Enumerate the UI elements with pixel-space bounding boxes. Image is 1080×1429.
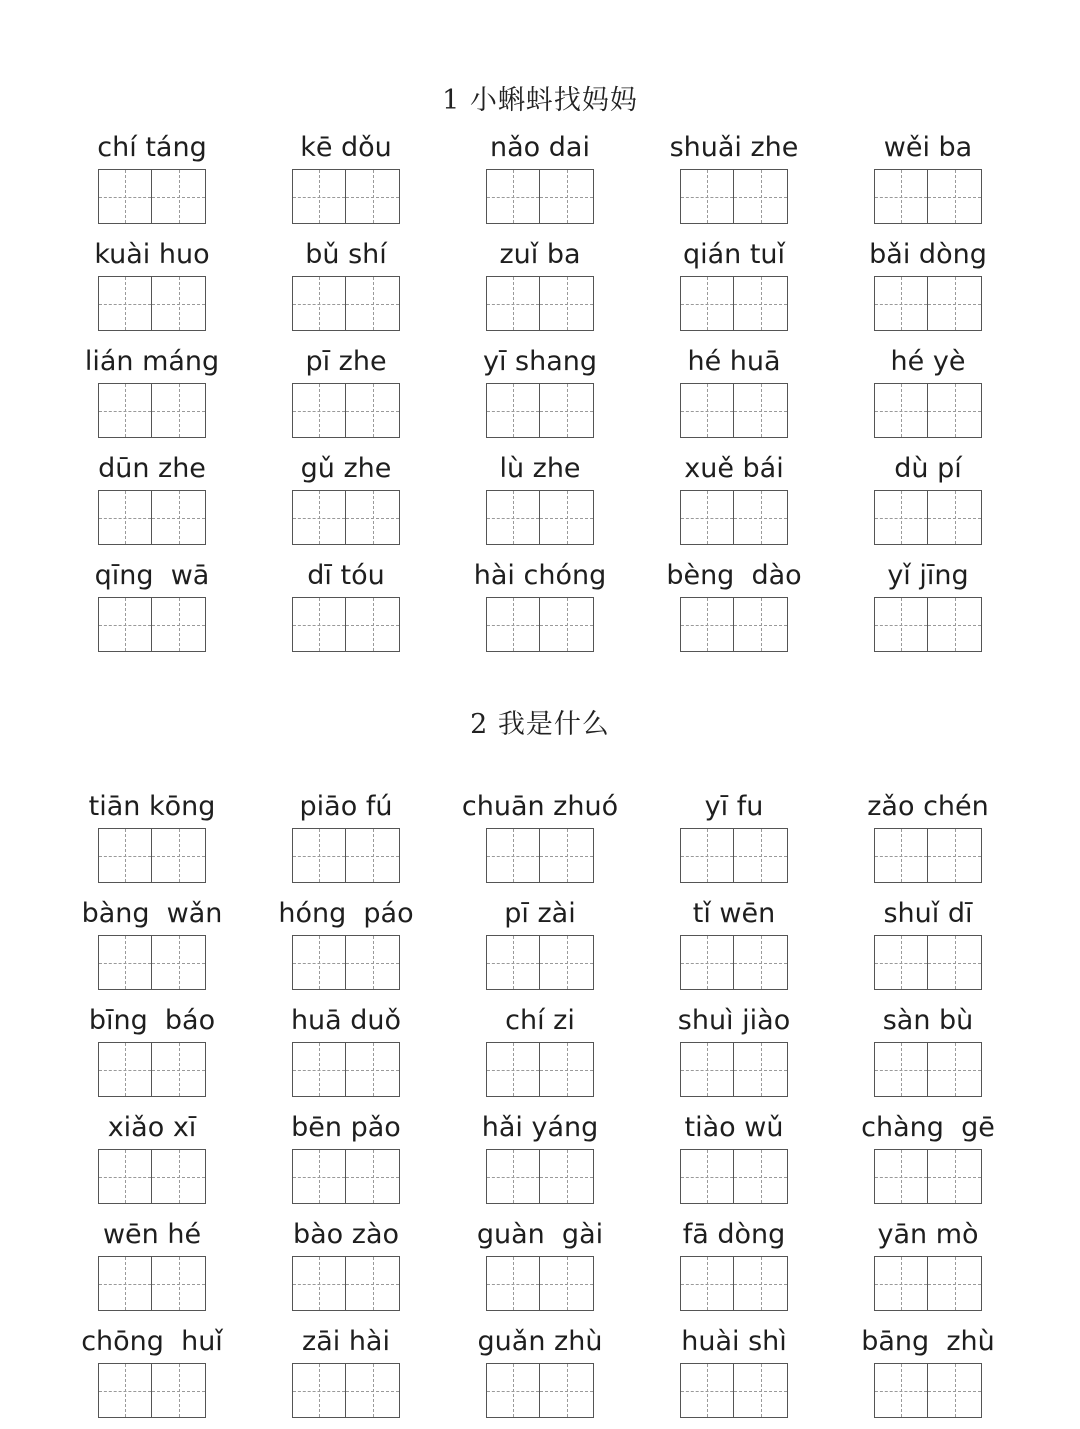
word-cell: [249, 894, 443, 1001]
tianzi-box[interactable]: [292, 935, 346, 990]
pinyin-label: hóng páo: [278, 898, 414, 929]
tianzi-box[interactable]: [680, 935, 734, 990]
word-cell: [55, 1215, 249, 1322]
pinyin-label: bǔ shí: [305, 239, 387, 270]
pinyin-label: qīng wā: [94, 560, 210, 591]
tianzi-box[interactable]: [152, 1149, 206, 1204]
word-cell: [55, 556, 249, 663]
writing-boxes: [874, 597, 982, 652]
word-cell: [249, 128, 443, 235]
word-row: [55, 556, 1025, 663]
tianzi-box[interactable]: [98, 597, 152, 652]
writing-boxes: [292, 935, 400, 990]
tianzi-box[interactable]: [346, 383, 400, 438]
tianzi-box[interactable]: [486, 597, 540, 652]
writing-boxes: [874, 490, 982, 545]
word-cell: [831, 128, 1025, 235]
word-cell: [249, 787, 443, 894]
word-cell: [443, 128, 637, 235]
tianzi-box[interactable]: [292, 597, 346, 652]
tianzi-box[interactable]: [486, 169, 540, 224]
tianzi-box[interactable]: [734, 828, 788, 883]
tianzi-box[interactable]: [680, 383, 734, 438]
pinyin-label: kē dǒu: [300, 132, 392, 163]
tianzi-box[interactable]: [152, 597, 206, 652]
tianzi-box[interactable]: [486, 276, 540, 331]
writing-boxes: [874, 276, 982, 331]
word-cell: [831, 1215, 1025, 1322]
word-row: [55, 235, 1025, 342]
tianzi-box[interactable]: [928, 276, 982, 331]
tianzi-box[interactable]: [734, 935, 788, 990]
pinyin-label: yī fu: [704, 791, 764, 822]
tianzi-box[interactable]: [346, 597, 400, 652]
tianzi-box[interactable]: [874, 828, 928, 883]
word-cell: [55, 1322, 249, 1429]
pinyin-label: pī zài: [504, 898, 576, 929]
tianzi-box[interactable]: [540, 597, 594, 652]
word-cell: [443, 787, 637, 894]
tianzi-box[interactable]: [98, 1363, 152, 1418]
word-cell: [637, 235, 831, 342]
tianzi-box[interactable]: [734, 383, 788, 438]
tianzi-box[interactable]: [540, 1256, 594, 1311]
pinyin-label: bào zào: [292, 1219, 400, 1250]
writing-boxes: [680, 1256, 788, 1311]
tianzi-box[interactable]: [346, 169, 400, 224]
word-cell: [55, 894, 249, 1001]
pinyin-label: chí zi: [505, 1005, 575, 1036]
pinyin-label: tiào wǔ: [684, 1112, 784, 1143]
tianzi-box[interactable]: [486, 1363, 540, 1418]
pinyin-label: shuì jiào: [677, 1005, 791, 1036]
writing-boxes: [98, 935, 206, 990]
pinyin-label: yī shang: [482, 346, 598, 377]
pinyin-label: nǎo dai: [490, 132, 590, 163]
tianzi-box[interactable]: [874, 1256, 928, 1311]
tianzi-box[interactable]: [928, 828, 982, 883]
writing-boxes: [486, 935, 594, 990]
writing-boxes: [486, 597, 594, 652]
word-cell: [249, 342, 443, 449]
tianzi-box[interactable]: [540, 276, 594, 331]
word-row: [55, 1215, 1025, 1322]
word-cell: [443, 556, 637, 663]
word-cell: [249, 235, 443, 342]
word-cell: [55, 235, 249, 342]
tianzi-box[interactable]: [152, 383, 206, 438]
writing-boxes: [98, 1363, 206, 1418]
tianzi-box[interactable]: [734, 1042, 788, 1097]
tianzi-box[interactable]: [928, 1256, 982, 1311]
writing-boxes: [486, 828, 594, 883]
pinyin-label: tǐ wēn: [692, 898, 776, 929]
tianzi-box[interactable]: [928, 1149, 982, 1204]
word-cell: [55, 787, 249, 894]
tianzi-box[interactable]: [98, 828, 152, 883]
word-row: [55, 1108, 1025, 1215]
tianzi-box[interactable]: [680, 1042, 734, 1097]
writing-boxes: [874, 1042, 982, 1097]
tianzi-box[interactable]: [486, 1149, 540, 1204]
writing-boxes: [680, 276, 788, 331]
writing-boxes: [680, 935, 788, 990]
writing-boxes: [98, 1256, 206, 1311]
tianzi-box[interactable]: [540, 1149, 594, 1204]
pinyin-label: yǐ jīng: [887, 560, 969, 591]
tianzi-box[interactable]: [540, 383, 594, 438]
pinyin-label: kuài huo: [94, 239, 210, 270]
pinyin-label: chàng gē: [861, 1112, 995, 1143]
writing-boxes: [486, 1149, 594, 1204]
pinyin-label: bāng zhù: [861, 1326, 995, 1357]
tianzi-box[interactable]: [486, 490, 540, 545]
tianzi-box[interactable]: [874, 935, 928, 990]
pinyin-label: xiǎo xī: [107, 1112, 197, 1143]
tianzi-box[interactable]: [98, 1256, 152, 1311]
writing-boxes: [874, 828, 982, 883]
tianzi-box[interactable]: [540, 490, 594, 545]
word-cell: [637, 1001, 831, 1108]
word-cell: [443, 894, 637, 1001]
tianzi-box[interactable]: [346, 935, 400, 990]
writing-boxes: [680, 490, 788, 545]
tianzi-box[interactable]: [486, 1042, 540, 1097]
tianzi-box[interactable]: [680, 276, 734, 331]
tianzi-box[interactable]: [874, 169, 928, 224]
tianzi-box[interactable]: [346, 828, 400, 883]
tianzi-box[interactable]: [98, 935, 152, 990]
pinyin-label: gǔ zhe: [300, 453, 392, 484]
section-title: 2 我是什么: [470, 709, 610, 740]
tianzi-box[interactable]: [928, 169, 982, 224]
tianzi-box[interactable]: [928, 935, 982, 990]
pinyin-label: shuǐ dī: [883, 898, 973, 929]
tianzi-box[interactable]: [152, 935, 206, 990]
pinyin-label: zuǐ ba: [499, 239, 581, 270]
writing-boxes: [98, 828, 206, 883]
word-cell: [831, 235, 1025, 342]
writing-boxes: [292, 1256, 400, 1311]
word-cell: [443, 1215, 637, 1322]
tianzi-box[interactable]: [540, 1042, 594, 1097]
tianzi-box[interactable]: [486, 1256, 540, 1311]
tianzi-box[interactable]: [734, 1256, 788, 1311]
tianzi-box[interactable]: [486, 383, 540, 438]
word-cell: [443, 449, 637, 556]
pinyin-label: bīng báo: [88, 1005, 216, 1036]
pinyin-label: piāo fú: [299, 791, 393, 822]
writing-boxes: [98, 597, 206, 652]
tianzi-box[interactable]: [540, 169, 594, 224]
word-cell: [831, 556, 1025, 663]
tianzi-box[interactable]: [292, 169, 346, 224]
word-cell: [637, 894, 831, 1001]
writing-boxes: [486, 490, 594, 545]
writing-boxes: [874, 169, 982, 224]
writing-boxes: [292, 1363, 400, 1418]
word-cell: [637, 128, 831, 235]
pinyin-label: pī zhe: [305, 346, 387, 377]
word-cell: [55, 342, 249, 449]
tianzi-box[interactable]: [152, 1363, 206, 1418]
word-grid: [55, 787, 1025, 1429]
pinyin-label: hài chóng: [473, 560, 607, 591]
word-cell: [249, 1108, 443, 1215]
tianzi-box[interactable]: [928, 1363, 982, 1418]
tianzi-box[interactable]: [928, 490, 982, 545]
word-cell: [831, 449, 1025, 556]
tianzi-box[interactable]: [680, 828, 734, 883]
word-cell: [831, 1001, 1025, 1108]
tianzi-box[interactable]: [540, 935, 594, 990]
word-grid: [55, 128, 1025, 663]
word-cell: [443, 1322, 637, 1429]
pinyin-label: huā duǒ: [290, 1005, 402, 1036]
pinyin-label: lù zhe: [499, 453, 581, 484]
tianzi-box[interactable]: [928, 597, 982, 652]
word-cell: [443, 1001, 637, 1108]
word-row: [55, 1001, 1025, 1108]
tianzi-box[interactable]: [98, 1042, 152, 1097]
writing-boxes: [98, 1149, 206, 1204]
pinyin-label: sàn bù: [882, 1005, 974, 1036]
writing-boxes: [874, 1149, 982, 1204]
tianzi-box[interactable]: [734, 169, 788, 224]
pinyin-label: dī tóu: [307, 560, 385, 591]
tianzi-box[interactable]: [874, 1149, 928, 1204]
pinyin-label: chuān zhuó: [461, 791, 619, 822]
word-cell: [637, 1322, 831, 1429]
tianzi-box[interactable]: [292, 828, 346, 883]
pinyin-label: chōng huǐ: [81, 1326, 223, 1357]
tianzi-box[interactable]: [486, 828, 540, 883]
tianzi-box[interactable]: [874, 1363, 928, 1418]
word-cell: [831, 1322, 1025, 1429]
tianzi-box[interactable]: [98, 1149, 152, 1204]
tianzi-box[interactable]: [734, 1363, 788, 1418]
tianzi-box[interactable]: [98, 169, 152, 224]
word-cell: [831, 894, 1025, 1001]
word-cell: [249, 1322, 443, 1429]
writing-boxes: [98, 490, 206, 545]
pinyin-label: shuǎi zhe: [669, 132, 799, 163]
word-cell: [637, 342, 831, 449]
word-cell: [249, 449, 443, 556]
writing-boxes: [486, 383, 594, 438]
word-cell: [637, 449, 831, 556]
word-cell: [249, 1215, 443, 1322]
pinyin-label: tiān kōng: [88, 791, 216, 822]
tianzi-box[interactable]: [874, 597, 928, 652]
tianzi-box[interactable]: [152, 276, 206, 331]
tianzi-box[interactable]: [292, 276, 346, 331]
pinyin-label: qián tuǐ: [682, 239, 786, 270]
section-title: 1 小蝌蚪找妈妈: [442, 85, 638, 116]
pinyin-label: dūn zhe: [98, 453, 206, 484]
tianzi-box[interactable]: [292, 1149, 346, 1204]
tianzi-box[interactable]: [874, 383, 928, 438]
tianzi-box[interactable]: [874, 276, 928, 331]
writing-boxes: [98, 169, 206, 224]
word-cell: [443, 1108, 637, 1215]
tianzi-box[interactable]: [98, 490, 152, 545]
writing-boxes: [680, 169, 788, 224]
writing-boxes: [98, 276, 206, 331]
writing-boxes: [486, 1363, 594, 1418]
writing-boxes: [292, 276, 400, 331]
tianzi-box[interactable]: [874, 490, 928, 545]
tianzi-box[interactable]: [346, 1363, 400, 1418]
tianzi-box[interactable]: [680, 1256, 734, 1311]
pinyin-label: guàn gài: [476, 1219, 604, 1250]
word-cell: [637, 1108, 831, 1215]
tianzi-box[interactable]: [680, 1149, 734, 1204]
tianzi-box[interactable]: [346, 1042, 400, 1097]
tianzi-box[interactable]: [152, 1256, 206, 1311]
tianzi-box[interactable]: [292, 1363, 346, 1418]
writing-boxes: [486, 276, 594, 331]
writing-boxes: [486, 1256, 594, 1311]
word-cell: [55, 449, 249, 556]
writing-boxes: [680, 1149, 788, 1204]
pinyin-label: fā dòng: [682, 1219, 786, 1250]
tianzi-box[interactable]: [486, 935, 540, 990]
tianzi-box[interactable]: [292, 383, 346, 438]
writing-boxes: [292, 490, 400, 545]
word-cell: [249, 556, 443, 663]
pinyin-label: hé yè: [890, 346, 966, 377]
tianzi-box[interactable]: [540, 828, 594, 883]
writing-boxes: [680, 1363, 788, 1418]
writing-boxes: [98, 1042, 206, 1097]
tianzi-box[interactable]: [346, 276, 400, 331]
word-cell: [55, 128, 249, 235]
tianzi-box[interactable]: [292, 490, 346, 545]
tianzi-box[interactable]: [98, 383, 152, 438]
pinyin-label: yān mò: [877, 1219, 979, 1250]
writing-boxes: [680, 828, 788, 883]
tianzi-box[interactable]: [680, 169, 734, 224]
word-cell: [637, 787, 831, 894]
pinyin-label: bàng wǎn: [81, 898, 223, 929]
writing-boxes: [486, 1042, 594, 1097]
word-cell: [637, 1215, 831, 1322]
tianzi-box[interactable]: [346, 1256, 400, 1311]
tianzi-box[interactable]: [292, 1042, 346, 1097]
tianzi-box[interactable]: [680, 597, 734, 652]
word-cell: [55, 1001, 249, 1108]
word-cell: [55, 1108, 249, 1215]
tianzi-box[interactable]: [680, 490, 734, 545]
tianzi-box[interactable]: [928, 1042, 982, 1097]
word-cell: [443, 235, 637, 342]
writing-boxes: [292, 383, 400, 438]
tianzi-box[interactable]: [874, 1042, 928, 1097]
tianzi-box[interactable]: [734, 1149, 788, 1204]
writing-boxes: [680, 597, 788, 652]
pinyin-label: guǎn zhù: [477, 1326, 603, 1357]
word-row: [55, 449, 1025, 556]
pinyin-label: chí táng: [97, 132, 207, 163]
writing-boxes: [292, 828, 400, 883]
writing-boxes: [874, 1363, 982, 1418]
writing-boxes: [874, 935, 982, 990]
pinyin-label: wěi ba: [883, 132, 973, 163]
word-cell: [443, 342, 637, 449]
pinyin-label: wēn hé: [102, 1219, 202, 1250]
writing-boxes: [680, 383, 788, 438]
writing-boxes: [292, 169, 400, 224]
tianzi-box[interactable]: [734, 490, 788, 545]
tianzi-box[interactable]: [292, 1256, 346, 1311]
word-row: [55, 894, 1025, 1001]
writing-boxes: [292, 1149, 400, 1204]
pinyin-label: xuě bái: [684, 453, 784, 484]
tianzi-box[interactable]: [928, 383, 982, 438]
tianzi-box[interactable]: [152, 1042, 206, 1097]
word-cell: [831, 342, 1025, 449]
tianzi-box[interactable]: [346, 490, 400, 545]
pinyin-label: dù pí: [894, 453, 962, 484]
pinyin-label: bèng dào: [666, 560, 802, 591]
word-row: [55, 128, 1025, 235]
word-row: [55, 787, 1025, 894]
tianzi-box[interactable]: [734, 597, 788, 652]
writing-boxes: [98, 383, 206, 438]
writing-boxes: [874, 1256, 982, 1311]
writing-boxes: [486, 169, 594, 224]
word-cell: [831, 787, 1025, 894]
writing-boxes: [874, 383, 982, 438]
tianzi-box[interactable]: [680, 1363, 734, 1418]
tianzi-box[interactable]: [346, 1149, 400, 1204]
writing-boxes: [292, 1042, 400, 1097]
word-cell: [831, 1108, 1025, 1215]
word-row: [55, 1322, 1025, 1429]
pinyin-label: hé huā: [687, 346, 781, 377]
tianzi-box[interactable]: [152, 169, 206, 224]
tianzi-box[interactable]: [98, 276, 152, 331]
tianzi-box[interactable]: [152, 490, 206, 545]
tianzi-box[interactable]: [734, 276, 788, 331]
pinyin-label: bēn pǎo: [291, 1112, 401, 1143]
word-cell: [249, 1001, 443, 1108]
writing-boxes: [680, 1042, 788, 1097]
tianzi-box[interactable]: [540, 1363, 594, 1418]
pinyin-label: huài shì: [681, 1326, 787, 1357]
pinyin-label: hǎi yáng: [481, 1112, 599, 1143]
writing-boxes: [292, 597, 400, 652]
tianzi-box[interactable]: [152, 828, 206, 883]
pinyin-label: zǎo chén: [867, 791, 989, 822]
word-cell: [637, 556, 831, 663]
word-row: [55, 342, 1025, 449]
pinyin-label: lián máng: [84, 346, 220, 377]
pinyin-label: bǎi dòng: [869, 239, 987, 270]
pinyin-label: zāi hài: [302, 1326, 390, 1357]
